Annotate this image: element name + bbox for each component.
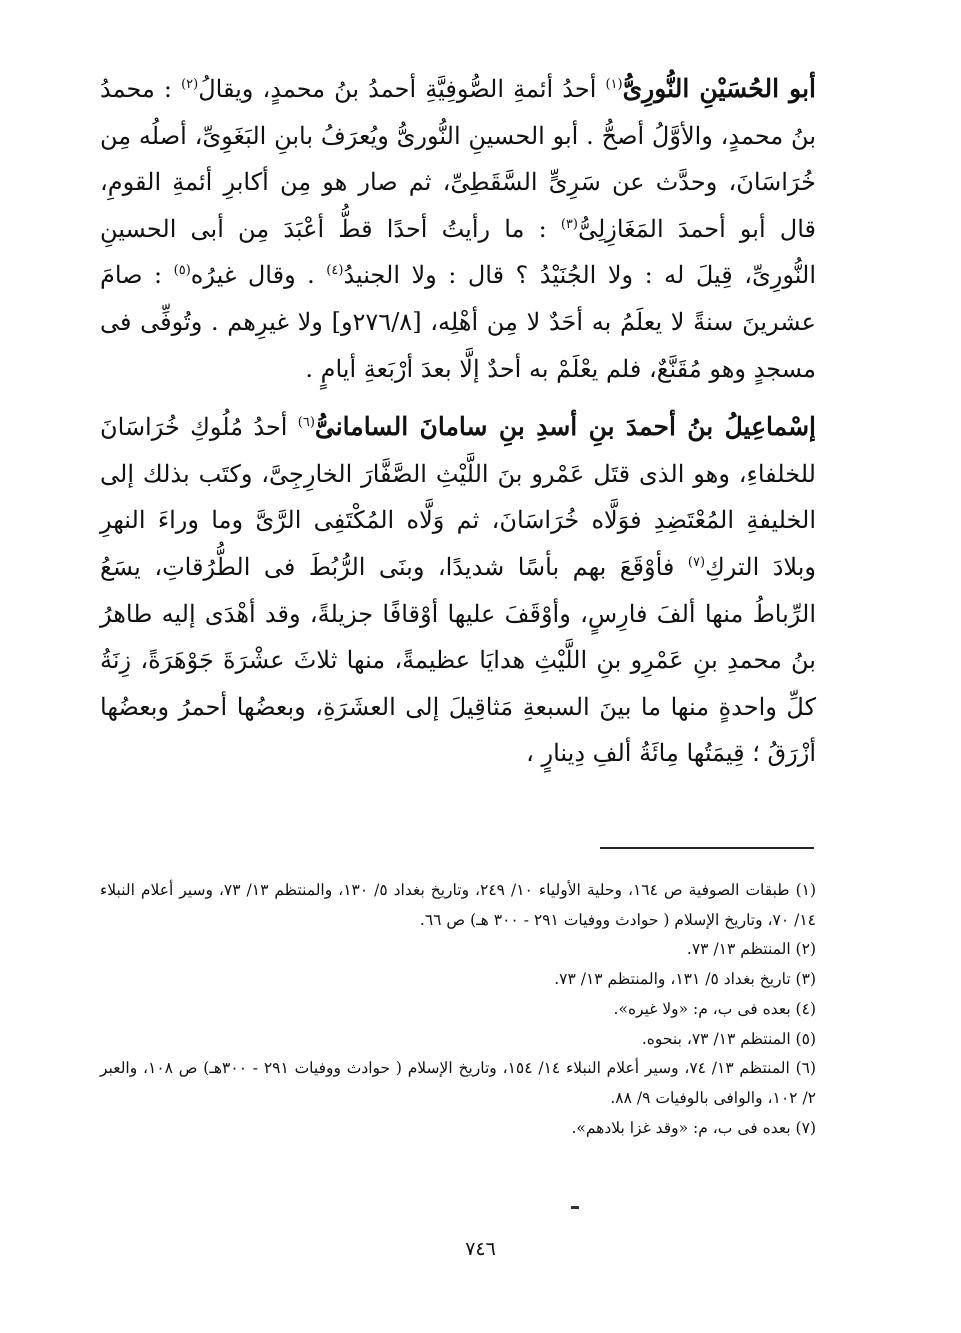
footnote-2: (٢) المنتظم ١٣/ ٧٣. (686, 940, 816, 959)
entry-text: : صامَ عشرينَ سنةً لا يعلَمُ به أحَدٌ لا مِن أهْلِه، [٢٧٦/٨و] ولا غيرِهم . وتُوفِّى فى مسجدٍ وهو مُقَنَّعٌ، فلم يعْلَمْ به أحدٌ إلَّا بعدَ أرْبَعةِ أيامٍ . (100, 261, 816, 383)
footnote-ref: (٥) (173, 263, 191, 279)
footnote-ref: (٢) (181, 77, 199, 92)
footnote-ref: (٣) (560, 216, 578, 232)
footnote-ref: (٤) (326, 263, 344, 279)
footnote-5: (٥) المنتظم ١٣/ ٧٣، بنحوه. (641, 1029, 816, 1048)
entry-heading: إسْماعِيلُ بنُ أحمدَ بنِ أسدِ بنِ سامانَ السامانىُّ (314, 412, 816, 442)
entry-heading: أبو الحُسَيْنِ النُّورِىُّ (622, 74, 816, 103)
footnotes (100, 876, 816, 1143)
entry-text: أحدُ مُلُوكِ خُرَاسَانَ للخلفاءِ، وهو الذى قتَل عَمْرو بنَ اللَّيْثِ الصَّفَّارَ الخارِجِىَّ، وكتَب بذلك إلى الخليفةِ المُعْتَضِدِ فوَلَّاه خُرَاسَانَ، ثم وَلَّاه المُكْتَفِى الرَّىَّ وما وراءَ النهرِ وبلادَ التركِ (100, 413, 816, 581)
footnote-ref: (٦) (297, 415, 315, 431)
entry-text: . وقال غيرُه (190, 261, 327, 290)
footnote-ref: (٧) (687, 554, 706, 570)
page-number: ٧٤٦ (465, 1238, 496, 1260)
footnote-ref: (١) (605, 77, 623, 92)
footnote-1: (١) طبقات الصوفية ص ١٦٤، وحلية الأولياء ١٠/ ٢٤٩، وتاريخ بغداد ٥/ ١٣٠، والمنتظم ١٣/ ٧٣، وسير أعلام النبلاء ١٤/ ٧٠، وتاريخ الإسلام ( حوادث ووفيات ٢٩١ - ٣٠٠ هـ) ص ٦٦. (100, 881, 817, 929)
entry-text: أحدُ أئمةِ الصُّوفِيَّةِ أحمدُ بنُ محمدٍ، ويقالُ (198, 75, 606, 103)
main-text (100, 66, 816, 777)
footnote-separator (600, 847, 814, 849)
entry-ismail-al-samani (100, 404, 816, 777)
footnote-7: (٧) بعده فى ب، م: «وقد غزا بلادهم». (571, 1118, 816, 1137)
footnote-4: (٤) بعده فى ب، م: «ولا غيره». (613, 999, 816, 1018)
footnote-3: (٣) تاريخ بغداد ٥/ ١٣١، والمنتظم ١٣/ ٧٣. (554, 970, 816, 989)
footnote-6: (٦) المنتظم ١٣/ ٧٤، وسير أعلام النبلاء ١٤/ ١٥٤، وتاريخ الإسلام ( حوادث ووفيات ٢٩١ - ٣٠٠هـ) ص ١٠٨، والعبر ٢/ ١٠٢، والوافى بالوفيات ٩/ ٨٨. (100, 1059, 817, 1107)
entry-text: : محمدُ بنُ محمدٍ، والأوَّلُ أصحُّ . أبو الحسينِ النُّورىُّ ويُعرَفُ بابنِ البَغَوِىِّ، أصلُه مِن خُرَاسَانَ، وحدَّث عن سَرِىٍّ السَّقَطِىِّ، ثم صار هو مِن أكابرِ أئمةِ القومِ، قال أبو أحمدَ المَغَازِلِىُّ (100, 75, 817, 243)
entry-text: فأوْقَعَ بهم بأسًا شديدًا، وبنَى الرُّبُطَ فى الطُّرُقاتِ، يسَعُ الرِّباطُ منها ألفَ فارِسٍ، وأوْقَفَ عليها أوْقافًا جزيلةً، وقد أهْدَى إليه طاهرُ بنُ محمدِ بنِ عَمْرِو بنِ اللَّيْثِ هدايَا عظيمةً، منها ثلاثَ عشْرَةَ جَوْهَرَةً، زِنَةُ كلِّ واحدةٍ منها ما بينَ السبعةِ مَثاقِيلَ إلى العشَرَةِ، وبعضُها أحمرُ وبعضُها أزْرَقُ ؛ قِيمَتُها مِائَةُ ألفِ دِينارٍ ، (100, 552, 816, 768)
entry-abu-al-husayn-al-nuri (100, 66, 816, 392)
separator-mark (571, 1206, 579, 1209)
entry-text: : ما رأيتُ أحدًا قطُّ أعْبَدَ مِن أبى الحسينِ النُّورِىِّ، قِيلَ له : ولا الجُنَيْدُ ؟ قال : ولا الجنيدُ (100, 214, 816, 290)
